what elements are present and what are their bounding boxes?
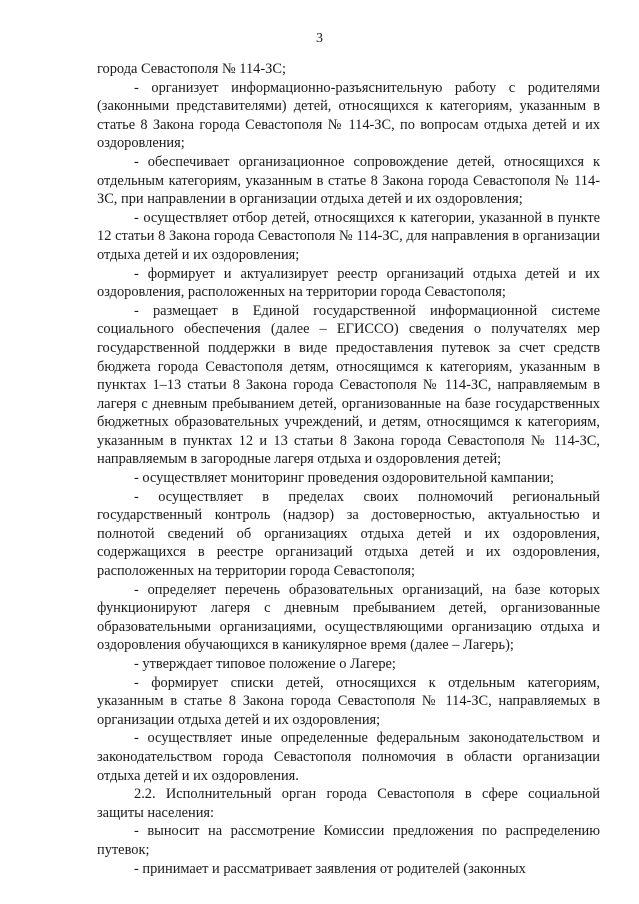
paragraph: - обеспечивает организационное сопровождение детей, относящихся к отдельным категориям, указанным в статье 8 Закона города Севастополя № 114-ЗС, при направлении в организации отдыха детей и их оздоровления; (97, 153, 600, 208)
paragraph: - организует информационно-разъяснительную работу с родителями (законными представителями) детей, относящихся к категориям, указанным в статье 8 Закона города Севастополя № 114-ЗС, по вопросам отдыха детей и их оздоровления; (97, 79, 600, 152)
paragraph: - осуществляет мониторинг проведения оздоровительной кампании; (134, 470, 555, 487)
paragraph: города Севастополя № 114-ЗС; (97, 61, 286, 77)
paragraph: - утверждает типовое положение о Лагере; (134, 656, 396, 672)
paragraph: - принимает и рассматривает заявления от родителей (законных (134, 860, 526, 877)
paragraph: - определяет перечень образовательных организаций, на базе которых функционируют лагеря с дневным пребыванием детей, организованные образовательными организациями, осуществляющими организацию отдыха и оздоровления обучающихся в каникулярное время (далее – Лагерь); (97, 581, 600, 654)
paragraph: - осуществляет иные определенные федеральным законодательством и законодательством города Севастополя полномочия в области организации отдыха детей и их оздоровления. (97, 730, 600, 784)
paragraph: - формирует и актуализирует реестр организаций отдыха детей и их оздоровления, расположенных на территории города Севастополя; (97, 265, 600, 301)
paragraph: - формирует списки детей, относящихся к отдельным категориям, указанным в статье 8 Закона города Севастополя № 114-ЗС, направляемых в организации отдыха детей и их оздоровления; (97, 674, 600, 728)
document-body (97, 60, 600, 878)
paragraph: - осуществляет в пределах своих полномочий региональный государственный контроль (надзор) за достоверностью, актуальностью и полнотой сведений об организациях отдыха детей и их оздоровления, содержащихся в реестре организаций отдыха детей и их оздоровления, расположенных на территории города Севастополя; (97, 488, 600, 580)
page-number: 3 (316, 31, 323, 46)
paragraph: - осуществляет отбор детей, относящихся к категории, указанной в пункте 12 статьи 8 Закона города Севастополя № 114-ЗС, для направления в организации отдыха детей и их оздоровления; (97, 209, 600, 263)
paragraph: - выносит на рассмотрение Комиссии предложения по распределению путевок; (97, 823, 600, 858)
paragraph: - размещает в Единой государственной информационной системе социального обеспечения (далее – ЕГИССО) сведения о получателях мер государственной поддержки в виде предоставления путевок за счет средств бюджета города Севастополя детям, относящимся к категориям, указанным в пунктах 1–13 статьи 8 Закона города Севастополя № 114-ЗС, направляемым в лагеря с дневным пребыванием детей, организованные на базе государственных бюджетных образовательных учреждений, и детям, относящимся к категориям, указанным в пунктах 12 и 13 статьи 8 Закона города Севастополя № 114-ЗС, направляемым в загородные лагеря отдыха и оздоровления детей; (97, 302, 600, 468)
section-heading: 2.2. Исполнительный орган города Севастополя в сфере социальной защиты населения: (97, 786, 600, 821)
